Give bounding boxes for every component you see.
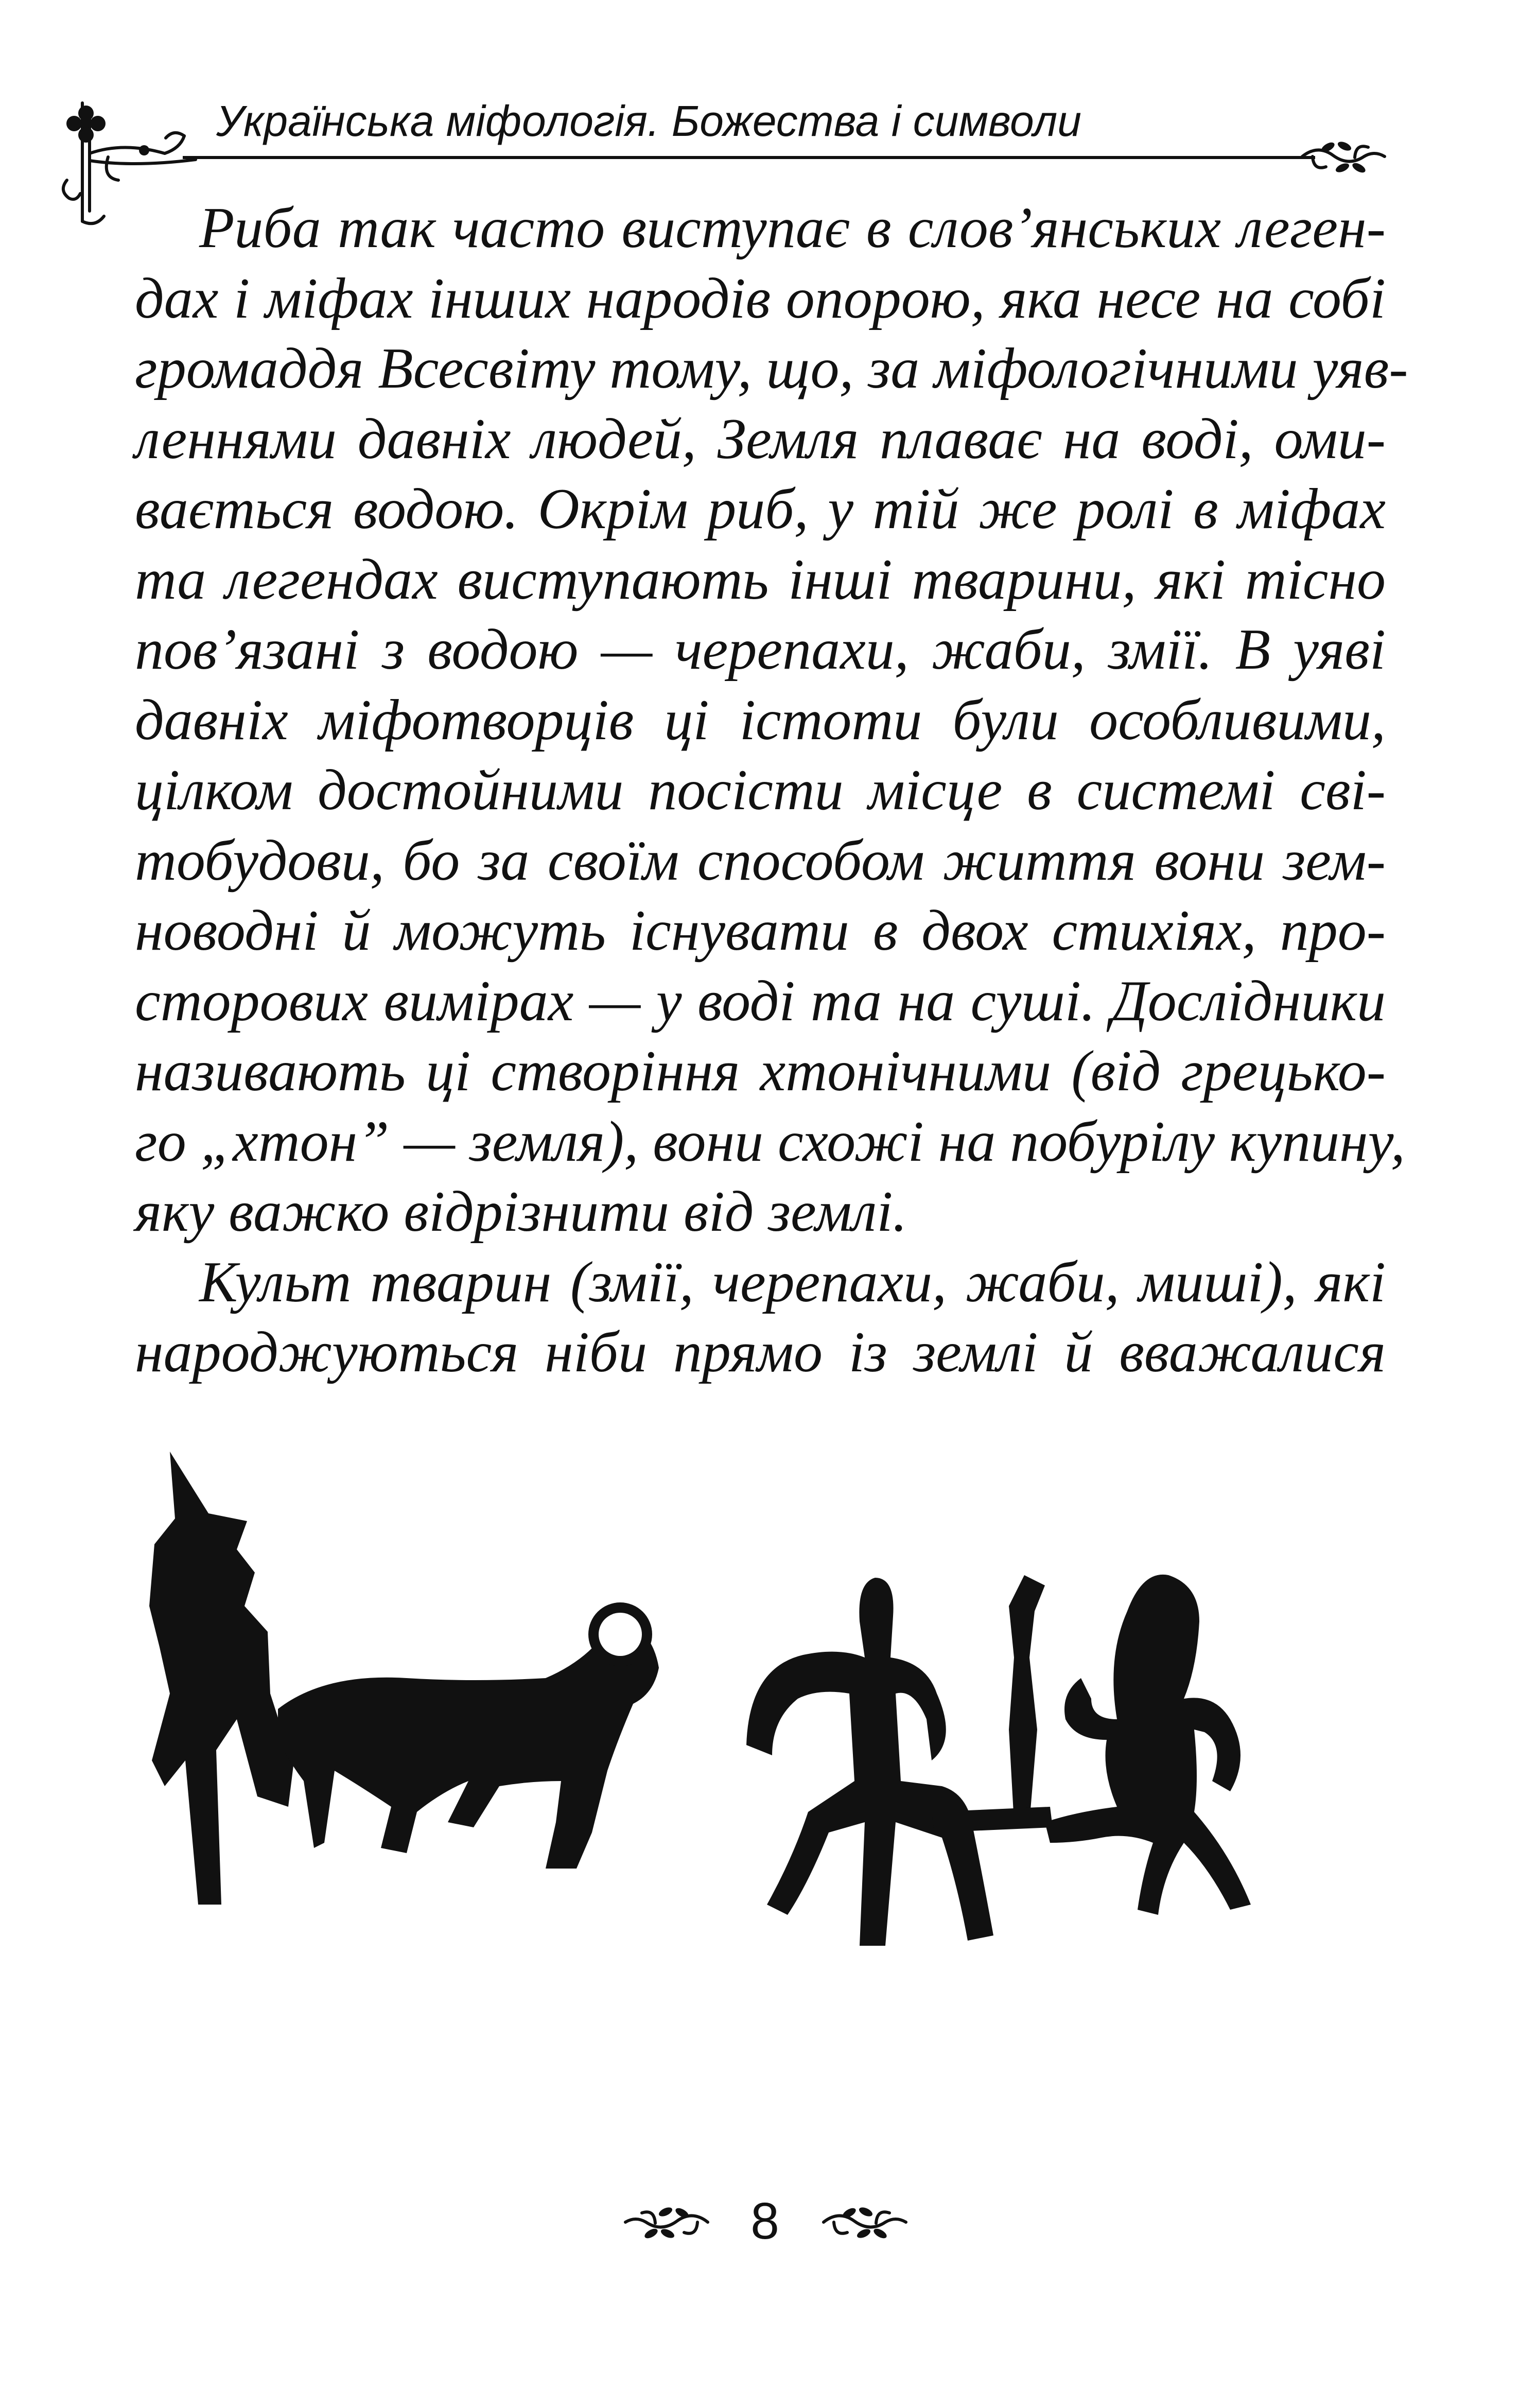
text-line: тобудови, бо за своїм способом життя вони зем- [135,828,1386,893]
pointed-head-figure [149,1452,293,1905]
text-line: дах і міфах інших народів опорою, яка несе на собі [135,266,1386,330]
text-line: Культ тварин (змії, черепахи, жаби, миші), які [199,1250,1386,1314]
page-number: 8 [750,2192,779,2250]
leaf-flourish-icon [1297,135,1390,178]
leaf-flourish-icon [818,2201,911,2244]
text-line: цілком достойними посісти місце в системі сві- [135,758,1386,822]
running-title: Українська міфологія. Божества і символи [216,97,1081,145]
text-line: народжуються ніби прямо із землі й вважалися [135,1320,1386,1384]
text-line: леннями давніх людей, Земля плаває на воді, оми- [135,407,1386,471]
petroglyph-illustration [139,1452,1385,2049]
page-footer [0,2185,1520,2257]
dancing-figures [746,1575,1251,1946]
text-line: новодні й можуть існувати в двох стихіях, про- [135,899,1386,963]
text-line: та легендах виступають інші тварини, які тісно [135,547,1386,612]
text-line: пов’язані з водою — черепахи, жаби, змії. В уяві [135,618,1386,682]
text-line: давніх міфотворців ці істоти були особливими, [135,688,1386,752]
text-line: яку важко відрізнити від землі. [135,1180,907,1244]
text-line: го „хтон” — земля), вони схожі на побурілу купину, [135,1109,1405,1174]
body-text [135,193,1408,1388]
text-line: громаддя Всесвіту тому, що, за міфологічними уяв- [135,337,1408,400]
text-line: Риба так часто виступає в слов’янських леген- [199,196,1386,260]
animal-figure [278,1602,659,1869]
leaf-flourish-icon [620,2201,713,2244]
header-rule [183,156,1315,159]
text-line: сторових вимірах — у воді та на суші. Дослідники [135,969,1386,1033]
text-line: вається водою. Окрім риб, у тій же ролі в міфах [135,477,1386,541]
text-line: називають ці створіння хтонічними (від грецько- [135,1039,1386,1103]
